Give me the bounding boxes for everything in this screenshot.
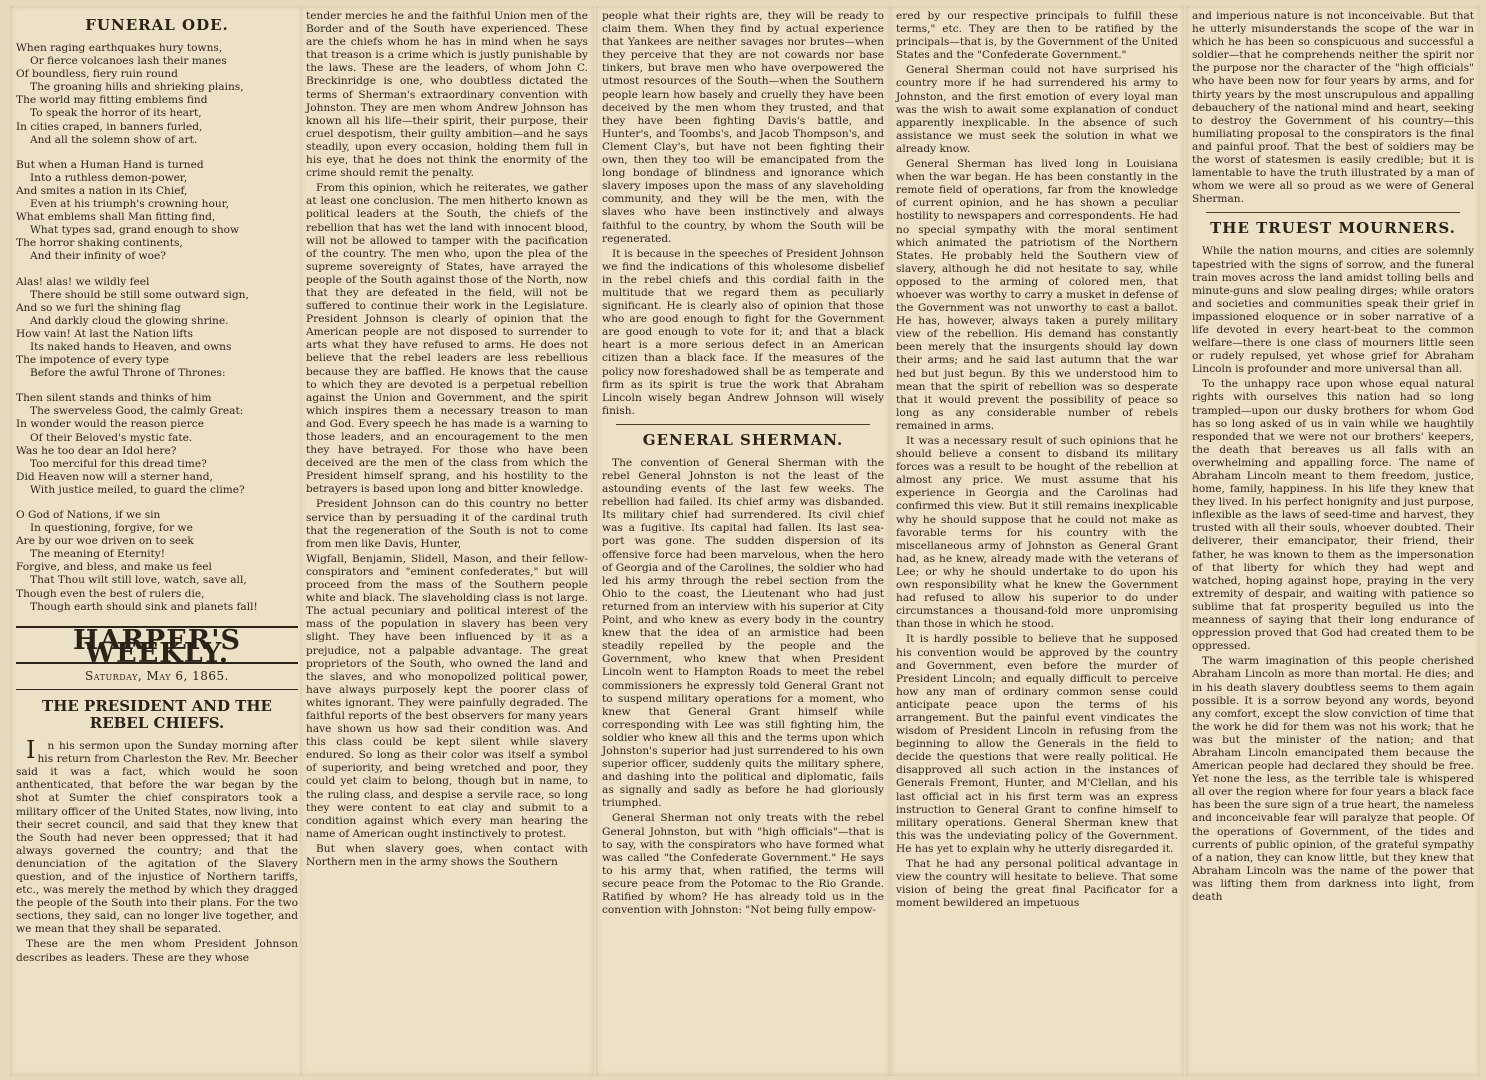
poem-line: And all the solemn show of art. [30,133,198,146]
article-paragraph: While the nation mourns, and cities are solemnly tapestried with the signs of sorrow, and the funeral train moves across the land amidst tolling bells and minute-guns and slow pealing dirges; while orators and societies and communities speak their grief in impassioned eloquence or in sober narrative of a life devoted in every heart-beat to the common welfare—there is one class of mourners little seen or rudely repulsed, yet whose grief for Abraham Lincoln is profounder and more universal than all. [1192,245,1474,376]
poem-stanza [16,42,298,147]
article-paragraph: ered by our respective principals to fulfill these terms," etc. They are then to be ratified by the principals—that is, by the Government of the United States and the "Confederate Government." [896,10,1178,62]
section-title: GENERAL SHERMAN. [642,430,844,449]
poem-line: The world may fitting emblems find [16,94,208,107]
poem-line: And smites a nation in its Chief, [16,184,188,197]
poem-line: In wonder would the reason pierce [16,418,205,431]
poem-line: Did Heaven now will a sterner hand, [16,470,213,483]
column-4 [890,6,1184,1076]
column-2 [300,6,594,1076]
article-paragraph: General Sherman could not have surprised his country more if he had surrendered his army to Johnston, and the first emotion of every loyal man was the wish to await some explanation of conduct apparently inexplicable. In the absence of such assistance we must seek the solution in what we already know. [896,64,1178,155]
poem-line: The swerveless Good, the calmly Great: [30,405,244,418]
poem-line: Though even the best of rulers die, [16,587,205,600]
column-3 [596,6,890,1076]
article-paragraph: Wigfall, Benjamin, Slidell, Mason, and their fellow-conspirators and "eminent confederates," but will proceed from the mass of the Southern people white and black. The slaveholding class is not large. The actual pecuniary and political interest of the mass of the population in slavery has been very slight. They have been influenced by it as a prejudice, not a palpable advantage. The great proprietors of the South, who owned the land and the slaves, and who monopolized political power, have always purposely kept the poorer class of whites ignorant. They were painfully degraded. The faithful reports of the best observers for many years have shown us how sad their condition was. And this class could be kept silent while slavery endured. So long as their color was itself a symbol of superiority, and being wretched and poor, they could yet claim to belong, though but in name, to the ruling class, and despise a servile race, so long they were content to eat clay and submit to a condition against which every man hearing the name of American ought instinctively to protest. [306,552,588,840]
paper-stain [1080,300,1160,350]
article-paragraph: But when slavery goes, when contact with Northern men in the army shows the Southern [306,842,588,868]
poem-line: Of boundless, fiery ruin round [16,68,178,81]
poem-line: That Thou wilt still love, watch, save all, [30,574,247,587]
poem-stanza [16,159,298,264]
poem-line: What emblems shall Man fitting find, [16,211,216,224]
poem-line: And their infinity of woe? [30,250,166,263]
article-paragraph: These are the men whom President Johnson describes as leaders. These are they whose [16,938,298,964]
poem-line: Are by our woe driven on to seek [16,535,194,548]
article-paragraph: In his sermon upon the Sunday morning after his return from Charleston the Rev. Mr. Beecher said it was a fact, which would he soon anthenticated, that before the war began by the shot at Sumter the chief conspirators took a military officer of the United States, now living, into their secret council, and said that they knew that the South had never been oppressed; that it had always governed the country; and that the denunciation of the agitation of the Slavery question, and of the injustice of Northern tariffs, etc., was merely the method by which they dragged the people of the South into their plans. For the two sections, they said, can no longer live together, and we mean that they shall be separated. [16,736,298,936]
poem-line: But when a Human Hand is turned [16,158,204,171]
article-paragraph: That he had any personal political advantage in view the country will hesitate to believe. That some vision of being the great final Pacificator for a moment bewildered an impetuous [896,858,1178,910]
funeral-ode-poem [16,42,298,614]
dateline: Saturday, May 6, 1865. [16,670,298,690]
poem-line: How vain! At last the Nation lifts [16,327,193,340]
article-paragraph: and imperious nature is not inconceivable. But that he utterly misunderstands the scope of the war in which he has been so conspicuous and successful a soldier—that he comprehends neither the spirit nor the purpose nor the character of the "high officials" who have been now for four years by arms, and for thirty years by the most unscrupulous and appalling debauchery of the national mind and heart, seeking to destroy the Government of his country—this humiliating proposal to the conspirators is the final and painful proof. That the best of soldiers may be the worst of statesmen is easily credible; but it is lamentable to have the truth illustrated by a man of whom we were all so proud as we were of General Sherman. [1192,10,1474,206]
poem-line: The meaning of Eternity! [30,548,166,561]
poem-stanza [16,276,298,381]
article-paragraph: General Sherman not only treats with the rebel General Johnston, but with "high officials"—that is to say, with the conspirators who have formed what was called "the Confederate Government." He says to his army that, when ratified, the terms will secure peace from the Potomac to the Rio Grande. Ratified by whom? He has already told us in the convention with Johnston: "Not being fully empow- [602,812,884,917]
column-1 [10,6,304,1076]
section-title: THE TRUEST MOURNERS. [1210,219,1456,238]
article-title [16,698,298,732]
poem-title: FUNERAL ODE. [85,16,229,34]
poem-line: In cities craped, in banners furled, [16,120,203,133]
poem-line: Into a ruthless demon-power, [30,171,188,184]
poem-stanza [16,509,298,614]
poem-line: Its naked hands to Heaven, and owns [30,340,232,353]
poem-stanza [16,392,298,497]
article-paragraph: To the unhappy race upon whose equal natural rights with ourselves this nation had so long trampled—upon our dusky brothers for whom God has so long asked of us in vain while we haughtily responded that we were not our brothers' keepers, the death that bereaves us all falls with an overwhelming and appalling force. The name of Abraham Lincoln meant to them freedom, justice, home, family, happiness. In his life they knew that they lived. In his perfect honignity and just purpose, inflexible as the laws of seed-time and harvest, they trusted with all their souls, whoever doubted. Their deliverer, their emancipator, their friend, their father, he was known to them as the impersonation of that liberty for which they had wept and watched, hoping against hope, praying in the very extremity of despair, and waiting with patience so sublime that fat prosperity beguiled us into the meanness of saying that their long endurance of oppression proved that God had created them to be oppressed. [1192,378,1474,653]
poem-line: Though earth should sink and planets fall! [30,600,258,613]
article-paragraph: From this opinion, which he reiterates, we gather at least one conclusion. The men hitherto known as political leaders at the South, the chiefs of the rebellion that has wet the land with innocent blood, will not be allowed to tamper with the pacification of the country. The men who, upon the plea of the supreme sovereignty of States, have arrayed the people of the South against those of the North, now that they are defeated in the field, will not be suffered to continue their work in the Legislature. President Johnson is clearly of opinion that the American people are not disposed to surrender to arts what they have refused to arms. He does not believe that the rebel leaders are less rebellious because they are baffled. He knows that the cause to which they are devoted is a perpetual rebellion against the Union and Government, and the spirit which inspires them a necessary treason to man and God. Every speech he has made is a warning to those leaders, and an encouragement to the men they have betrayed. For those who have been deceived are the men of the class from which the President himself sprang, and his hostility to the betrayers is based upon long and bitter knowledge. [306,182,588,496]
poem-line: Even at his triumph's crowning hour, [30,198,229,211]
poem-line: What types sad, grand enough to show [30,224,240,237]
article-title-line-1: THE PRESIDENT AND THE [42,697,272,716]
poem-line: O God of Nations, if we sin [16,509,161,521]
poem-line: The groaning hills and shrieking plains, [30,81,244,94]
poem-line: And so we furl the shining flag [16,301,181,314]
article-paragraph: people what their rights are, they will be ready to claim them. When they find by actual experience that Yankees are neither savages nor brutes—when they perceive that they are not cowards nor base tinkers, but brave men who have overpowered the utmost resources of the South—when the Southern people learn how basely and cruelly they have been deceived by the men whom they trusted, and that they have been fighting Davis's battle, and Hunter's, and Toombs's, and Jacob Thompson's, and Clement Clay's, but have not been fighting their own, then they too will be emancipated from the long bondage of blindness and ignorance which slavery imposes upon the mass of any slaveholding community, and they will be the men, with the slaves who have been instinctively and always faithful to the country, by whom the South will be regenerated. [602,10,884,245]
paper-stain [520,600,580,640]
article-paragraph: It is hardly possible to believe that he supposed his convention would be approved by the country and Government, even before the murder of President Lincoln; and equally difficult to perceive how any man of ordinary common sense could anticipate peace upon the terms of his arrangement. But the painful event vindicates the wisdom of President Lincoln in refusing from the beginning to allow the Generals in the field to decide the questions that were really political. He disapproved all such action in the instances of Generals Fremont, Hunter, and M'Clellan, and his last official act in his first term was an express instruction to General Grant to confine himself to military operations. General Sherman knew that this was the undeviating policy of the Government. He has yet to explain why he utterly disregarded it. [896,633,1178,855]
poem-line: Was he too dear an Idol here? [16,444,177,457]
article-paragraph: tender mercies he and the faithful Union men of the Border and of the South have experienced. These are the chiefs whom he has in mind when he says that treason is a crime which is justly punishable by the laws. These are the leaders, of whom John C. Breckinridge is one, who doubtless dictated the terms of Sherman's extraordinary convention with Johnston. They are men whom Andrew Johnson has known all his life—their spirit, their purpose, their cruel despotism, their guilty ambition—and he says steadily, upon every occasion, holding them full in his eye, that he does not think the enormity of the crime should remit the penalty. [306,10,588,180]
poem-line: The horror shaking continents, [16,237,183,250]
poem-line: To speak the horror of its heart, [30,107,202,120]
section-divider [616,424,870,425]
article-paragraph: The warm imagination of this people cherished Abraham Lincoln as more than mortal. He dies; and in his death slavery doubtless seems to them again possible. It is a sorrow beyond any words, beyond any comfort, except the slow conviction of time that the work he did for them was not his work; that he was but the minister of the nation; and that Abraham Lincoln emancipated them because the American people had declared they should be free. Yet none the less, as the terrible tale is whispered all over the region where for four years a black face has been the sure sign of a true heart, the nameless and inconceivable fear will paralyze that people. Of the operations of Government, of the tides and currents of public opinion, of the grateful sympathy of a nation, they can know little, but they knew that Abraham Lincoln was the name of the power that was lifting them from darkness into light, from death [1192,655,1474,903]
poem-line: With justice meiled, to guard the clime? [30,483,245,496]
poem-line: Alas! alas! we wildly feel [16,275,150,288]
article-paragraph: It was a necessary result of such opinions that he should believe a consent to disband its military forces was a result to be hought of the rebellion at almost any price. We must assume that his experience in Georgia and the Carolinas had confirmed this view. But it still remains inexplicable why he should suppose that he could not make as favorable terms for his country with the miscellaneous army of Johnston as General Grant had, as he knew, already made with the veterans of Lee; or why he should undertake to do upon his own responsibility what he knew the Government had refused to allow his superior to do under circumstances a thousand-fold more unpromising than those in which he stood. [896,435,1178,631]
article-paragraph: General Sherman has lived long in Louisiana when the war began. He has been constantly in the remote field of operations, far from the knowledge of current opinion, and he has shown a peculiar hostility to newspapers and correspondents. He had no special sympathy with the moral sentiment which animated the patriotism of the Northern States. He probably held the Southern view of slavery, although he did not hesitate to say, while opposed to the arming of colored men, that whoever was worthy to carry a musket in defense of the Government was not unworthy to cast a ballot. He has, however, always taken a purely military view of the rebellion. His demand has constantly been merely that the insurgents should lay down their arms; and he said last autumn that the war hed but just begun. By this we understood him to mean that the spirit of rebellion was so desperate that it would prevent the possibility of peace so long as any considerable number of rebels remained in arms. [896,158,1178,432]
column-5 [1186,6,1480,1076]
article-paragraph: The convention of General Sherman with the rebel General Johnston is not the least of the astounding events of the last few weeks. The rebellion had failed. Its chief army was disbanded. Its military chief had surrendered. Its civil chief was a fugitive. Its capital had fallen. Its last sea-port was gone. The sudden dispersion of its offensive force had been marvelous, when the hero of Georgia and of the Carolines, the soldier who had led his army through the rebel section from the Ohio to the coast, the Lieutenant who had just returned from an interview with his superior at City Point, and who knew as every body in the country knew that the idea of an armistice had been steadily repelled by the people and the Government, who knew that when President Lincoln went to Hampton Roads to meet the rebel commissioners he expressly told General Grant not to suspend military operations for a moment, who knew that General Grant himself while corresponding with Lee was still fighting him, the soldier who knew all this and the terms upon which Johnston's superior had just surrendered to his own superior officer, suddenly quits the military sphere, and dashing into the political and diplomatic, fails as signally and sadly as before he had gloriously triumphed. [602,456,884,810]
poem-line: Or fierce volcanoes lash their manes [30,55,227,68]
poem-line: Then silent stands and thinks of him [16,392,212,405]
article-title-line-2: REBEL CHIEFS. [89,714,225,733]
poem-line: And darkly cloud the glowing shrine. [30,314,229,327]
poem-line: Forgive, and bless, and make us feel [16,561,212,574]
poem-line: Before the awful Throne of Thrones: [30,367,226,380]
masthead: HARPER'S WEEKLY. [16,626,298,664]
article-paragraph: President Johnson can do this country no better service than by persuading it of the cardinal truth that the regeneration of the South is not to come from men like Davis, Hunter, [306,498,588,550]
article-paragraph: It is because in the speeches of President Johnson we find the indications of this wholesome disbelief in the rebel chiefs and this cordial faith in the multitude that we regard them as peculiarly significant. He is clearly also of opinion that those who are good enough to fight for the Government are good enough to vote for it; and that a black heart is a more serious defect in an American citizen than a black face. If the measures of the policy now foreshadowed shall be as temperate and firm as its spirit is true the work that Abraham Lincoln wisely began Andrew Johnson will wisely finish. [602,247,884,417]
poem-line: When raging earthquakes hury towns, [16,42,223,54]
poem-line: Too merciful for this dread time? [30,457,207,470]
poem-line: There should be still some outward sign, [30,288,249,301]
poem-line: In questioning, forgive, for we [30,522,193,535]
section-divider [1206,212,1460,213]
poem-line: The impotence of every type [16,354,169,367]
poem-line: Of their Beloved's mystic fate. [30,431,193,444]
